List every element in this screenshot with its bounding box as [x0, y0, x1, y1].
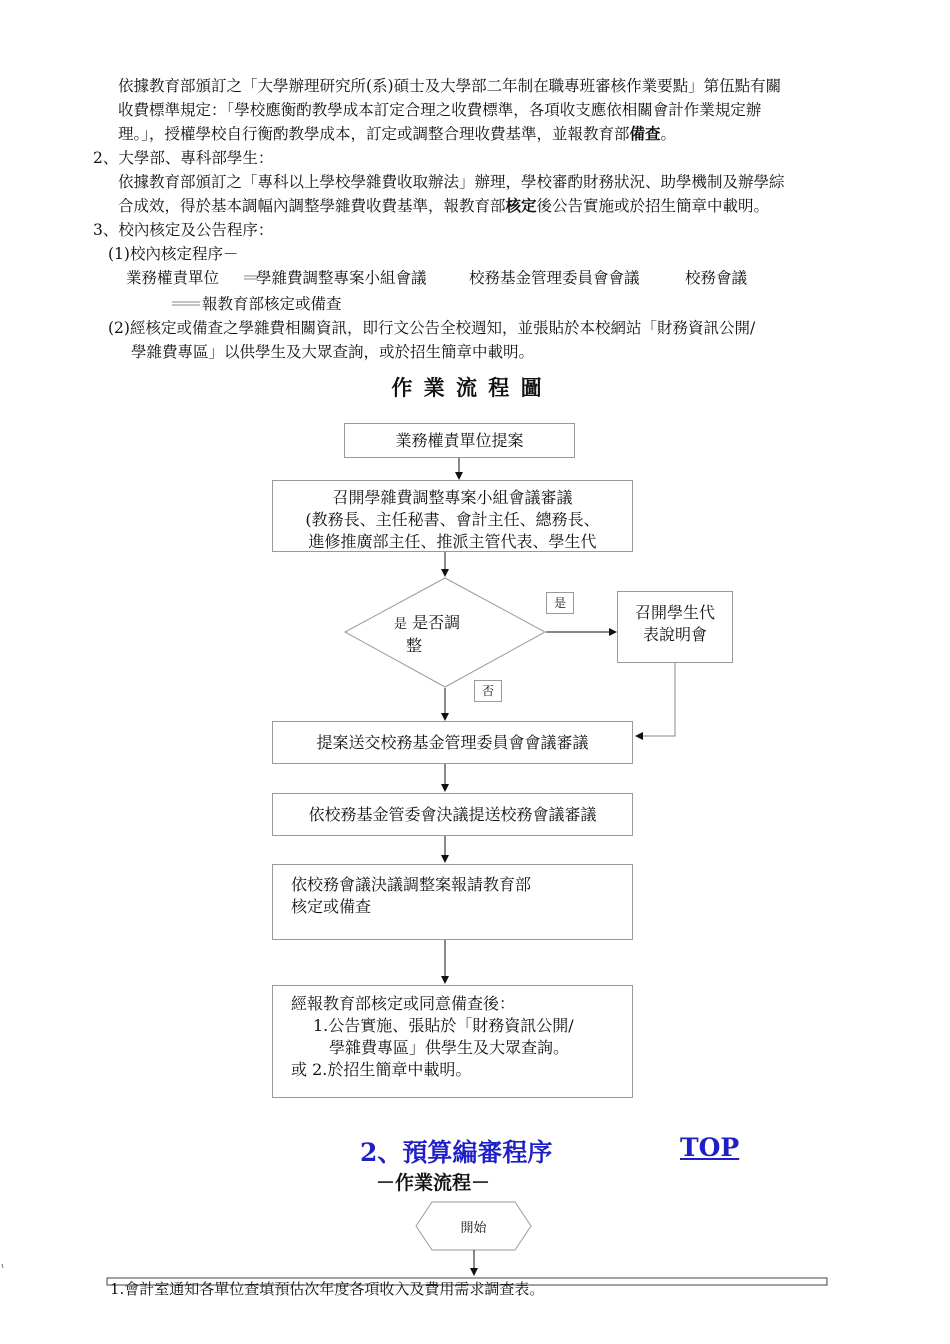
intro-bold-term: 備查 — [629, 124, 661, 143]
flowchart-title: 作 業 流 程 圖 — [391, 375, 544, 400]
section-2-line-1: 依據教育部頒訂之「專科以上學校學雜費收取辦法」辦理，學校審酌財務狀況、助學機制及辦學綜 — [118, 173, 785, 191]
decision-label — [394, 612, 460, 636]
intro-line-3-end: 。 — [660, 125, 677, 143]
no-label — [474, 680, 502, 702]
section-2-line-2-text: 合成效，得於基本調幅內調整學雜費收費基準，報教育部 — [118, 197, 506, 215]
announce-line-4: 或 2.於招生簡章中載明。 — [291, 1060, 472, 1079]
flow-box-announce — [272, 985, 633, 1098]
flow-box-school-council-label: 依校務基金管委會決議提送校務會議審議 — [308, 805, 597, 824]
section-2-line-2 — [118, 194, 769, 218]
decision-line-2: 整 — [406, 636, 423, 655]
student-briefing-line-2: 表說明會 — [642, 625, 707, 644]
flow-box-fund-committee — [272, 721, 633, 764]
student-briefing-line-1: 召開學生代 — [634, 603, 715, 622]
section-2-heading: 2、大學部、專科部學生： — [93, 149, 274, 167]
yes-label — [546, 592, 574, 614]
budget-step-1: 1.會計室通知各單位查填預估次年度各項收入及費用需求調查表。 — [110, 1280, 545, 1298]
report-ministry-line-2: 核定或備查 — [291, 897, 372, 916]
start-label: 開始 — [460, 1221, 487, 1236]
flow-box-student-briefing — [617, 591, 733, 663]
section-2-bold-term: 核定 — [505, 196, 537, 215]
decision-line-1: 是否調 — [412, 613, 461, 632]
announce-line-2: 1.公告實施、張貼於「財務資訊公開/ — [313, 1016, 574, 1035]
section-3-sub-2-line-2: 學雜費專區」以供學生及大眾查詢，或於招生簡章中載明。 — [131, 343, 535, 361]
budget-subheading: －作業流程－ — [376, 1172, 491, 1194]
flow-box-committee — [272, 480, 633, 552]
report-ministry-line-1: 依校務會議決議調整案報請教育部 — [291, 875, 532, 894]
flow-box-proposal — [344, 423, 575, 458]
intro-line-3 — [118, 122, 676, 146]
flow-box-committee-line-2: (教務長、主任秘書、會計主任、總務長、 — [305, 510, 600, 529]
flow-box-committee-line-1: 召開學雜費調整專案小組會議審議 — [332, 488, 573, 507]
chain-step-3: 校務基金管理委員會會議 — [469, 269, 640, 287]
chain-step-4: 校務會議 — [685, 269, 748, 287]
flow-box-school-council — [272, 793, 633, 836]
section-3-heading: 3、校內核定及公告程序： — [93, 221, 274, 239]
flow-box-report-ministry — [272, 864, 633, 940]
flow-box-fund-committee-label: 提案送交校務基金管理委員會會議審議 — [316, 733, 589, 752]
flow-box-proposal-label: 業務權責單位提案 — [395, 431, 524, 450]
chain-step-5: 報教育部核定或備查 — [202, 295, 342, 313]
chain-step-2: 學雜費調整專案小組會議 — [256, 269, 427, 287]
flow-box-committee-line-3: 進修推廣部主任、推派主管代表、學生代 — [308, 532, 597, 551]
announce-line-1: 經報教育部核定或同意備查後： — [291, 994, 516, 1013]
section-2-line-2-end: 後公告實施或於招生簡章中載明。 — [536, 197, 770, 215]
intro-line-3-text: 理。」，授權學校自行衡酌教學成本，訂定或調整合理收費基準，並報教育部 — [118, 125, 630, 143]
section-3-sub-2-line-1: (2)經核定或備查之學雜費相關資訊，即行文公告全校週知，並張貼於本校網站「財務資訊公開/ — [108, 319, 756, 337]
top-link[interactable]: TOP — [680, 1133, 740, 1162]
chain-step-1: 業務權責單位 — [126, 269, 220, 287]
yes-label-text: 是 — [553, 596, 566, 610]
intro-line-2: 收費標準規定：「學校應衡酌教學成本訂定合理之收費標準，各項收支應依相關會計作業規定辦 — [118, 101, 762, 119]
no-label-text: 否 — [481, 684, 494, 698]
announce-line-3: 學雜費專區」供學生及大眾查詢。 — [329, 1038, 570, 1057]
section-3-sub-1: (1)校內核定程序－ — [108, 245, 239, 263]
budget-heading: 2、預算編審程序 — [360, 1138, 553, 1167]
intro-line-1: 依據教育部頒訂之「大學辦理研究所(系)碩士及大學部二年制在職專班審核作業要點」第伍點有關 — [118, 77, 782, 95]
decision-prefix: 是 — [394, 617, 408, 632]
